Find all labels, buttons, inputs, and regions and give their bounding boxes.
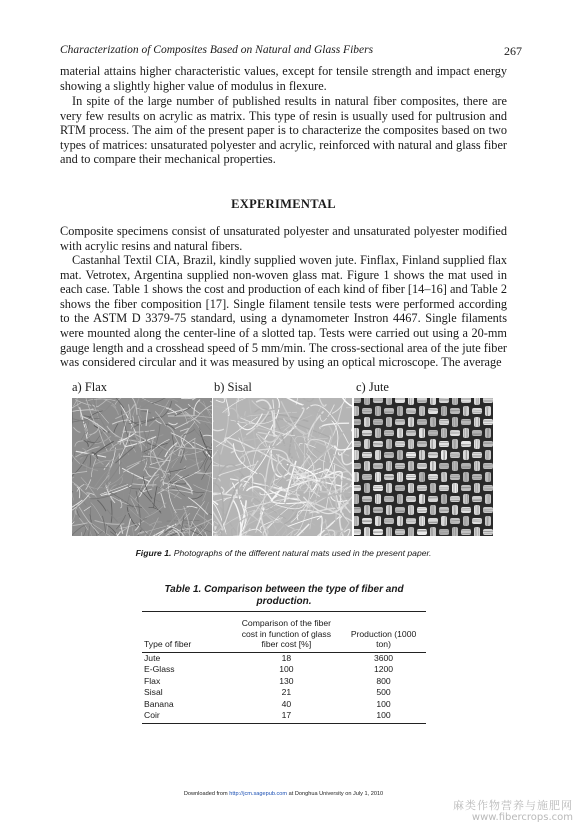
jute-weave-cell	[417, 441, 427, 447]
jute-weave-cell	[474, 527, 480, 536]
jute-weave-cell	[483, 441, 493, 447]
cell-relative-cost: 40	[281, 698, 292, 709]
jute-weave-cell	[354, 441, 361, 447]
jute-weave-cell	[463, 516, 469, 526]
jute-weave-cell	[474, 417, 480, 427]
jute-mat-photo	[354, 398, 493, 536]
jute-weave-cell	[384, 474, 394, 480]
jute-weave-cell	[386, 483, 392, 493]
cell-relative-cost: 21	[281, 687, 292, 698]
jute-weave-cell	[439, 419, 449, 425]
jute-weave-cell	[483, 507, 493, 513]
figure-caption-text: Photographs of the different natural mats used in the present paper.	[171, 548, 432, 558]
watermark-url: www.fibercrops.com	[471, 812, 573, 823]
jute-weave-cell	[441, 406, 447, 416]
cell-relative-cost: 18	[281, 652, 292, 663]
sisal-mat-photo	[213, 398, 352, 536]
jute-weave-cell	[354, 507, 361, 513]
table-row	[142, 687, 426, 699]
jute-weave-cell	[474, 398, 480, 405]
jute-weave-cell	[428, 518, 438, 524]
cell-production: 3600	[373, 652, 394, 663]
paragraph-materials: Castanhal Textil CIA, Brazil, kindly supplied woven jute. Finflax, Finland supplied flax mat. Vetrotex, Argentina supplied non-woven glass mat. Figure 1 shows the mat used in each case. Table 1 shows the cost and production of each kind of fiber [14–16] and Table 2 shows the fiber composition [17]. Single filament tensile tests were performed according to the ASTM D 3379-75 standard, using a dynamometer Instron 4467. Single filaments were mounted along the center-line of a slotted tap. Tests were carried out using a 20-mm gauge length and a crosshead speed of 5 mm/min. The cross-sectional area of the jute fiber was considered circular and it was measured by using an optical microscope. The average	[60, 253, 507, 370]
cell-fiber-type: Flax	[144, 675, 161, 686]
cell-production: 500	[376, 687, 391, 698]
jute-weave-cell	[406, 496, 416, 502]
paragraph-specimens: Composite specimens consist of unsaturated polyester and unsaturated polyester modified with acrylic resins and natural fibers.	[60, 224, 507, 253]
footer-prefix: Downloaded from	[183, 791, 230, 797]
jute-weave-cell	[395, 398, 405, 403]
jute-weave-cell	[474, 505, 480, 515]
jute-weave-cell	[375, 516, 381, 526]
fiber-comparison-table	[142, 611, 426, 724]
footer-link[interactable]: http://jcm.sagepub.com	[229, 791, 288, 797]
jute-weave-cell	[463, 428, 469, 438]
panel-label-sisal: b) Sisal	[214, 380, 252, 394]
jute-weave-cell	[375, 406, 381, 416]
jute-weave-cell	[428, 474, 438, 480]
jute-weave-cell	[384, 496, 394, 502]
jute-weave-cell	[362, 518, 372, 524]
jute-weave-cell	[439, 507, 449, 513]
jute-weave-cell	[483, 419, 493, 425]
running-head	[60, 44, 522, 60]
cell-fiber-type: Banana	[144, 698, 174, 709]
jute-weave-cell	[406, 474, 416, 480]
paragraph-intro-end: material attains higher characteristic values, except for tensile strength and impact energy showing a slightly higher value of modulus in flexure.	[60, 64, 507, 93]
jute-weave-cell	[472, 452, 482, 458]
cell-production: 800	[376, 675, 391, 686]
panel-label-flax: a) Flax	[72, 380, 108, 394]
jute-weave-cell	[364, 398, 370, 405]
jute-weave-cell	[439, 463, 449, 469]
jute-weave-cell	[354, 485, 361, 491]
flax-mat-photo	[72, 398, 212, 536]
watermark	[453, 800, 573, 824]
jute-weave-cell	[395, 463, 405, 469]
jute-weave-cell	[408, 417, 414, 427]
cell-fiber-type: Sisal	[144, 687, 163, 698]
watermark-site-name: 麻类作物营养与施肥网	[453, 799, 573, 812]
table-row	[142, 664, 426, 676]
cell-production: 100	[341, 710, 426, 723]
jute-weave-cell	[452, 398, 458, 405]
jute-weave-cell	[386, 527, 392, 536]
jute-weave-cell	[386, 398, 392, 405]
jute-weave-cell	[408, 398, 414, 405]
panel-label-jute: c) Jute	[356, 380, 389, 394]
jute-weave-cell	[417, 463, 427, 469]
cell-fiber-type: E-Glass	[144, 664, 175, 675]
table-header-row	[142, 612, 426, 653]
jute-weave-cell	[452, 483, 458, 493]
jute-weave-cell	[384, 408, 394, 414]
table-row	[142, 652, 426, 664]
jute-weave-cell	[485, 494, 491, 504]
jute-weave-cell	[408, 505, 414, 515]
table-row	[142, 676, 426, 688]
jute-weave-cell	[439, 441, 449, 447]
jute-weave-cell	[373, 419, 383, 425]
jute-weave-cell	[472, 474, 482, 480]
jute-weave-cell	[461, 507, 471, 513]
jute-weave-cell	[373, 463, 383, 469]
jute-weave-cell	[483, 485, 493, 491]
jute-weave-cell	[417, 529, 427, 535]
jute-weave-cell	[397, 494, 403, 504]
figure-caption-label: Figure 1.	[135, 548, 172, 558]
jute-weave-cell	[364, 483, 370, 493]
cell-fiber-type: Jute	[144, 652, 161, 663]
section-heading: EXPERIMENTAL	[231, 197, 336, 211]
jute-weave-cell	[461, 529, 471, 535]
jute-weave-cell	[419, 450, 425, 460]
jute-weave-cell	[441, 516, 447, 526]
column-header-production: Production (1000 ton)	[341, 612, 426, 653]
jute-weave-cell	[472, 496, 482, 502]
table-title: Table 1. Comparison between the type of fiber and production.	[164, 584, 404, 607]
jute-weave-cell	[441, 494, 447, 504]
figure-caption	[60, 548, 507, 558]
jute-weave-cell	[408, 461, 414, 471]
jute-weave-cell	[364, 461, 370, 471]
jute-weave-cell	[419, 428, 425, 438]
jute-weave-cell	[375, 494, 381, 504]
jute-weave-cell	[439, 485, 449, 491]
footer-suffix: at Donghua University on July 1, 2010	[287, 791, 384, 797]
jute-weave-cell	[386, 417, 392, 427]
jute-weave-cell	[450, 496, 460, 502]
jute-weave-cell	[362, 430, 372, 436]
column-header-fiber-type: Type of fiber	[142, 612, 232, 653]
download-footer	[60, 791, 507, 797]
jute-weave-cell	[395, 485, 405, 491]
jute-weave-cell	[461, 463, 471, 469]
cell-relative-cost: 130	[279, 675, 294, 686]
cell-production: 1200	[373, 664, 394, 675]
jute-weave-cell	[452, 505, 458, 515]
jute-weave-cell	[485, 472, 491, 482]
cell-relative-cost: 100	[279, 664, 294, 675]
page-number: 267	[504, 44, 522, 58]
jute-weave-cell	[362, 496, 372, 502]
jute-weave-cell	[375, 428, 381, 438]
running-title: Characterization of Composites Based on Natural and Glass Fibers	[60, 44, 374, 56]
cell-relative-cost: 17	[232, 710, 341, 723]
jute-weave-cell	[430, 527, 436, 536]
jute-weave-cell	[384, 430, 394, 436]
table-row	[142, 699, 426, 711]
jute-weave-cell	[375, 450, 381, 460]
column-header-relative-cost: Comparison of the fiber cost in function of glass fiber cost [%]	[232, 612, 341, 653]
cell-fiber-type: Coir	[142, 710, 232, 723]
table-row	[142, 710, 426, 723]
jute-weave-cell	[354, 463, 361, 469]
jute-weave-cell	[406, 430, 416, 436]
jute-weave-cell	[441, 428, 447, 438]
cell-production: 100	[376, 698, 391, 709]
paragraph-acrylic-matrix: In spite of the large number of published results in natural fiber composites, there are very few results on acrylic as matrix. This type of resin is usually used for pultrusion and RTM process. The aim of the present paper is to characterize the composites based on two types of matrices: unsaturated polyester and acrylic, reinforced with natural and glass fiber and to compare their mechanical properties.	[60, 94, 507, 167]
jute-weave-cell	[452, 461, 458, 471]
jute-weave-cell	[472, 430, 482, 436]
